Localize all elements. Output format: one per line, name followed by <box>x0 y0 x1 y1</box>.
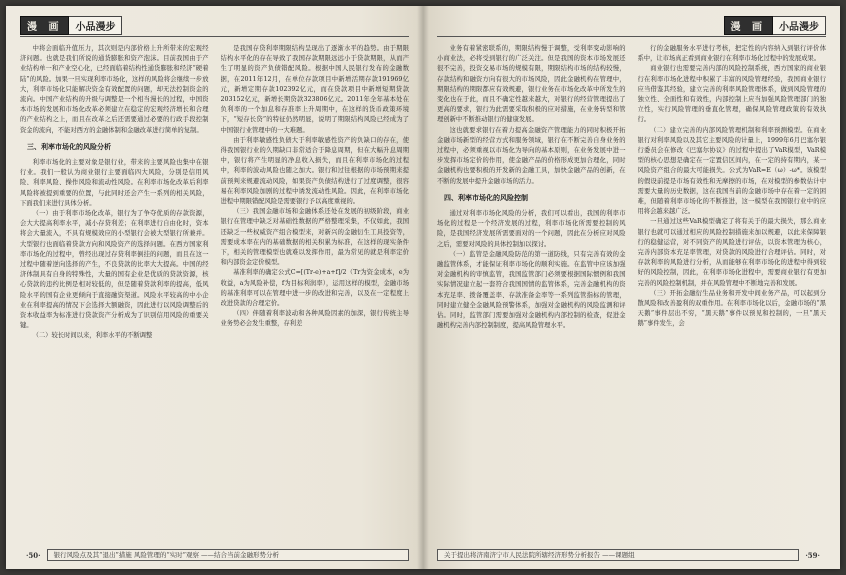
left-page-columns <box>20 44 409 543</box>
header-rule <box>20 36 409 37</box>
paragraph: （二）建立完善的内部风险管理机制和利率预测模型。在商业银行对利率风险以及其它主要风险的计量上，1999年6月巴塞尔银行委员会在修改《巴塞尔协议》的过程中提出了VaR模型，VaR模型的核心思想是确定在一定置信区间内，在一定的持有期内，某一风险资产组合的最大可能损失。公式为VaR=E（ω）-ω*。该模型的假设前提是市场有效性和无摩擦的市场，在对模型的参数估计中需要大量的历史数据，这在我国当前的金融市场中存在着一定的困难，但随着利率市场化的不断推进，这一模型在我国银行业中的应用将会越来越广泛。 <box>637 126 826 216</box>
paragraph: 这也就要求银行在着力提高金融资产管理能力的同时积极开拓金融市场新型的经营方式和服务领域，银行在不断完善自身业务的过程中，必须重视以市场化为导向的基本原则，在业务发展中进一步发挥市场定价的作用，使金融产品的价格形成更加合理化，同时金融机构也要积极的开发新的金融工具，加快金融产品的创新，在不断的发展中提升金融市场的活力。 <box>437 126 626 185</box>
column-name: 小品漫步 <box>773 16 826 35</box>
left-page-header <box>20 16 122 34</box>
text-column <box>437 44 626 543</box>
paragraph: 行的金融服务水平进行考核，把定性的内容纳入到银行评价体系中，让市场真正看到商业银行在利率市场化过程中的发展成果。 <box>637 45 826 63</box>
section-heading: 四、利率市场化的风险控制 <box>444 192 528 202</box>
column-tag: 漫 画 <box>724 16 773 35</box>
paragraph: 利率市场化的主要对象是银行业，带来的主要风险也集中在银行业。我们一般认为商业银行主要面临四大风险，分别是信用风险、利率风险、操作风险和流动性风险。在利率市场化改革后利率风险将被提到重要的位置，与此同时还会产生一系列的相关风险，下面我们来进行具体分析。 <box>20 159 209 207</box>
paragraph: （一）由于利率市场化改革，银行为了争夺优质的存款资源，会大大提高利率水平，减小存贷利差；在利率进行自由化时，资本将会大量流入，不具有规模效应的小型银行会被大型银行所兼并。大型银行也面临着贷款方向和风险资产的选择问题。在西方国家利率市场化的过程中，曾经出现过存贷利率倒挂的问题，而且在这一过程中随着逆向选择的产生，不良贷款的比率大大提高。中国的经济体制具有自身的特殊性，大量的国有企业是优质的贷款资源，核心贷款的违约比例是相对较低的，但是随着贷款利率的提高，低风险水平的国有企业更倾向于直接融资渠道。风险水平较高的中小企业在利率提高的情况下会选择大额融资，因此进行以风险调整后的资本收益率为标准进行贷款资产分析成为了识别信用风险的重要关键。 <box>20 210 209 330</box>
text-column <box>20 44 209 543</box>
page-number: ·59· <box>805 550 820 560</box>
paragraph: 一旦通过这些VaR模型确定了将有关于的最大损失，那么商业银行也就可以通过相应的风险控制措施来加以规避，以此来保障银行的稳健运营，对不同资产的风险进行评估，以资本管理为核心，完善内部资本充足率管理，对贷款的风险进行合理评估。同时，对存款利率的风险进行分析，从而能够在利率市场化的进程中得到较好的风险控制，因此，在利率市场化进程中，需要商业银行有更加完善的风险控制机制，并在风险管理中不断地完善和发展。 <box>637 218 826 287</box>
paragraph: （二）较长时间以来，利率水平的不断调整 <box>32 332 153 340</box>
paragraph: 是我国存贷利率期限结构呈现出了逐渐水平的趋势。由于期限结构水平化的存在导致了我国存款期限远远小于贷款期限，从而产生了明显的资产负债错配风险。根据中国人民银行发布的金融数据，在2011年12月，在单位存款项目中新增活期存款191969亿元，新增定期存款102392亿元，而在贷款项目中新增短期贷款203152亿元，新增长期贷款323806亿元。2011年全年基本处在负利率的一个加息和存准率上升周期中，在这样的货币政策环境下，“短存长贷”的特征仍然明显，说明了期限结构风险已经成为了中国银行业管理中的一大难题。 <box>220 45 409 134</box>
paragraph: 基准利率的确定公式C=[(Tr-e)+a+f]/2（Tr为资金成本，e为收益，a为风险补偿，f为目标利润率），运用这样的模型，金融市场的基准利率可以在管理中进一步的改进和完善，以及在一定程度上改进贷款的合理定价。 <box>220 269 409 308</box>
left-page <box>6 6 423 569</box>
section-heading: 三、利率市场化的风险分析 <box>27 141 111 151</box>
paragraph: 通过对利率市场化风险的分析，我们可以看出，我国的利率市场化的过程是一个经济发展的过程，利率市场化所需要控制的风险，是我国经济发展所需要面对的一个问题，因此在分析应对风险之后，需要对风险的具体控制加以探讨。 <box>437 210 626 248</box>
text-column <box>638 44 827 543</box>
text-column <box>221 44 410 543</box>
paragraph: （三）我国金融市场和金融体系还处在发展的初级阶段，商业银行在管理中缺乏对基础性数据的严格整理采集，不仅如此，我国还缺乏一些权威资产组合模型来，对新兴的金融衍生工具投资等，需要成本率在内的基础数据的相关积累为标准，在这样的现实条件下，相关的管理模型也就难以发挥作用，最为常见的就是利率定价和内部资金定价模型。 <box>220 208 409 267</box>
column-name: 小品漫步 <box>69 16 122 35</box>
right-page-columns <box>437 44 826 543</box>
paragraph: 业务有着紧密联系的，期限结构慢于调整，受利率变动影响的小商业法，必将受到银行的广泛关注。但是我国的资本市场发展还很不完善，投资交易市场的规模有限，期限结构市场的结构较慢，存款结构和融资方向有很大的市场风险，因此金融机构在管理中，期限结构的期限都应有效规避，银行业务在市场化改革中所发生的变化也在于此，而且不确定性越来越大，对银行的经营管理提出了更高的要求，银行为此需要采取积极的应对措施，在业务转型和管理创新中不断推动银行的健康发展。 <box>437 45 626 124</box>
page-number: ·50· <box>26 550 41 560</box>
magazine-spread <box>6 6 840 569</box>
header-rule <box>437 36 826 37</box>
paragraph: （四）伴随着利率波动和各种风险因素的加深，银行传统主导业务势必会发生重整，存利差 <box>220 310 409 328</box>
paragraph: （一）监管是金融风险防范的第一道防线，只有完善有效的金融监管体系，才能保证利率市场化的顺利实施。在监管中应该加强对金融机构的审慎监管，我国监管部门必须要根据国际惯例和我国实际情况建立起一套符合我国国情的监管体系，完善金融机构的资本充足率、拨备覆盖率、存款准备金率等一系列监管指标的管理，同时建立健全金融风险预警体系，加强对金融机构的风险监测和评估。同时，监管部门需要加强对金融机构内部控制的检查，促进金融机构完善内部控制制度，提高风险管理水平。 <box>437 250 626 330</box>
right-page-header <box>724 16 826 34</box>
column-tag: 漫 画 <box>20 16 69 35</box>
footer-banner: 关于提出将济南济宁市人民法院所辖经济形势分析报告 ——课题组 <box>437 549 799 561</box>
paragraph: （三）开拓金融衍生品业务和开发中间业务产品，可以起到分散风险和改善盈利的双重作用。在利率市场化以后，金融市场的“黑天鹅”事件层出不穷，“黑天鹅”事件以预见和控制的，一旦“黑天鹅”事件发生，会 <box>637 289 826 328</box>
footer-banner: 银行风险点及其“退出”措施 风险管理的“实时”观察 ——结合当前金融形势分析 <box>47 549 409 561</box>
paragraph: 由于利率敏感性负债大于利率敏感性资产的负缺口的存在，使得我国银行业的久期缺口非常适合于降息周期，但在大幅升息周期中，银行将产生明显的净息收入损失，而且在利率市场化的过程中，利率的波动风险也随之加大。银行和过往根据的市场预期来提前预判来规避流动风险，如果资产负债结构进行了过度调整，很容易在利率风险加剧的过程中诱发流动性风险。因此，在利率市场化进程中期限错配风险是需要银行予以高度重视的。 <box>220 136 409 206</box>
right-page-footer <box>437 549 826 561</box>
paragraph: 中将会面临升值压力，其次则是内部价格上升所带来的宏观经济问题。也就是我们所说的通货膨胀和资产泡沫。目前我国由于产业结构单一和产业空心化，已经面临着结构性通货膨胀和经济“硬着陆”的风险。加果一旦实现利率市场化，这样的风险将会继续一步放大，利率市场化只能解决资金有效配置的问题，却无法控制资金的流向。中国产业结构的升级与调整是一个相当漫长的过程，中国资本市场的发展和市场化改革必须建立在稳定的宏观经济增长和合理的产业结构之上，而且在改革之后还需要通过必要的行政手段控制资金的流向，不能对西方的金融体制和金融改革进行简单的复制。 <box>20 45 209 134</box>
paragraph: 商业银行也需要完善内部的风险控制系统，西方国家的商业银行在利率市场化进程中积累了丰富的风险管理经验，我国商业银行应当借鉴其经验，建立完善的利率风险管理体系，做到风险管理的独立性、全面性和有效性，内部控制上应当加强风险管理部门的独立性，实行风险管理的垂直化管理，确保风险管理政策的有效执行。 <box>637 65 826 124</box>
left-page-footer <box>20 549 409 561</box>
right-page <box>423 6 840 569</box>
